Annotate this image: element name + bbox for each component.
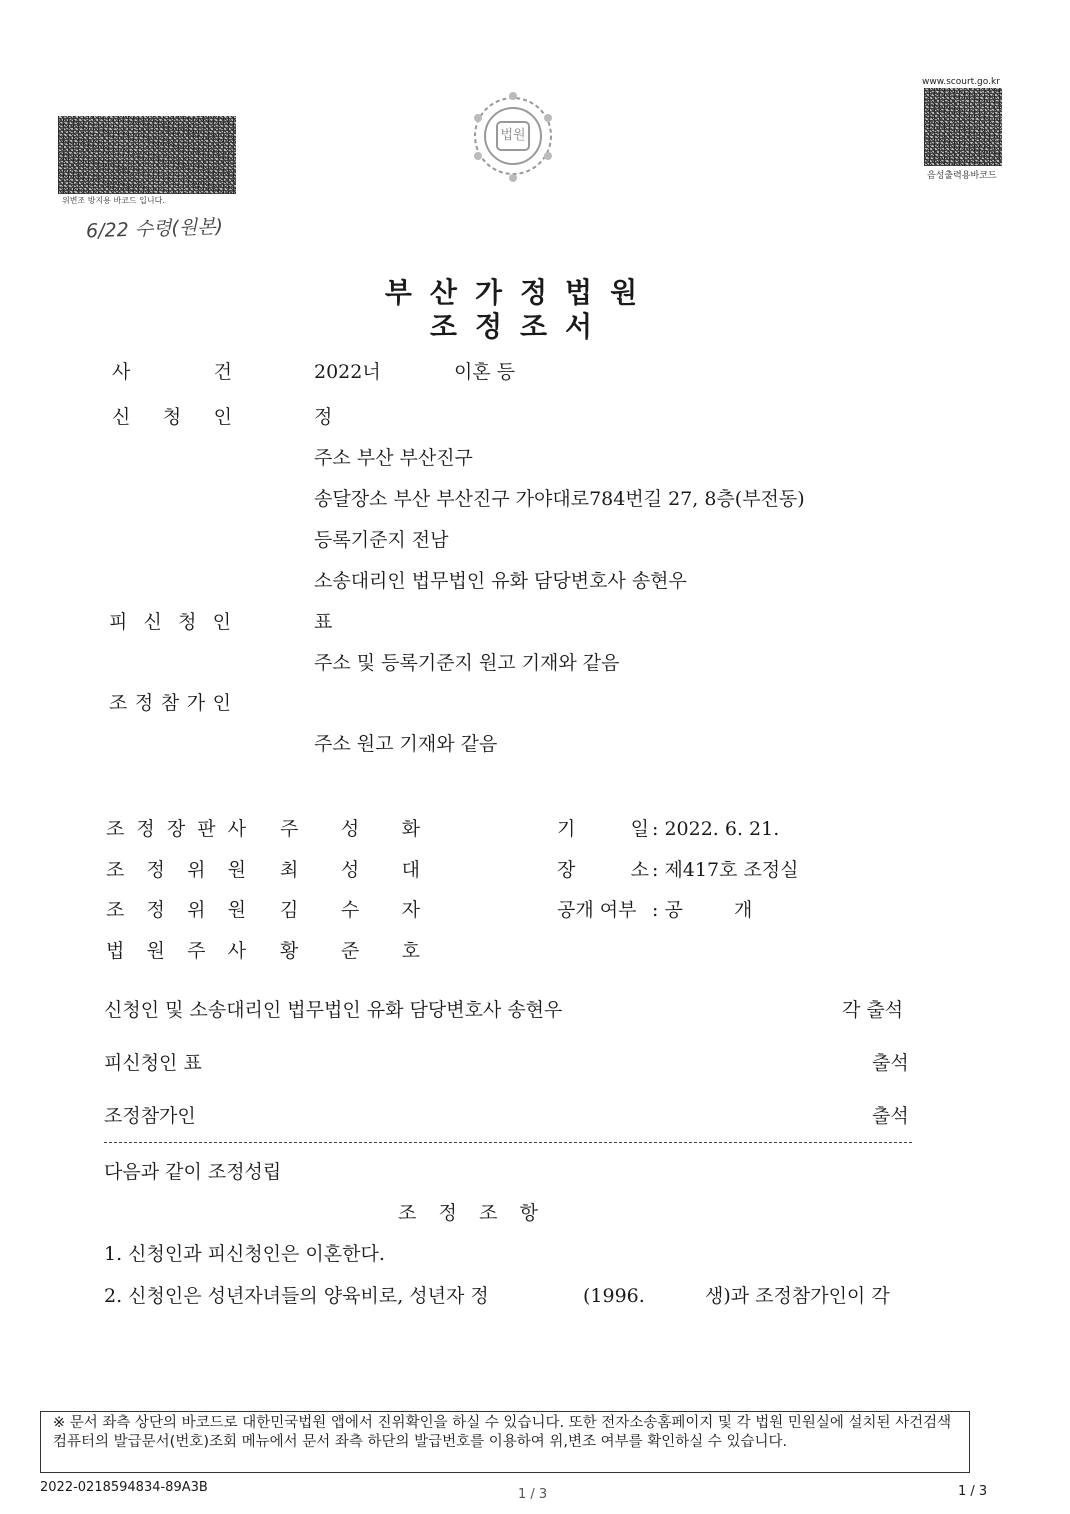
applicant-agent: 소송대리인 법무법인 유화 담당변호사 송현우 <box>314 570 687 592</box>
official-name: 최 성 대 <box>280 859 420 881</box>
clause-1: 1. 신청인과 피신청인은 이혼한다. <box>104 1243 385 1265</box>
voice-output-qr-code <box>924 88 1002 166</box>
official-name: 주 성 화 <box>280 818 420 840</box>
official-name: 김 수 자 <box>280 899 420 921</box>
issue-number: 2022-0218594834-89A3B <box>40 1480 208 1495</box>
official-role: 조 정 위 원 <box>106 859 246 881</box>
court-seal-icon <box>470 88 556 186</box>
place-value: : 제417호 조정실 <box>652 859 799 881</box>
applicant-delivery: 송달장소 부산 부산진구 가야대로784번길 27, 8층(부전동) <box>314 488 805 510</box>
applicant-name: 정 <box>314 406 333 428</box>
case-number: 2022너 <box>314 361 381 383</box>
applicant-label: 신 청 인 <box>112 406 232 428</box>
attendance-who: 피신청인 표 <box>104 1052 202 1074</box>
respondent-name: 표 <box>314 611 333 633</box>
attendance-status: 출석 <box>872 1105 909 1127</box>
public-value-2: 개 <box>734 899 753 921</box>
clause-2-part-c: 생)과 조정참가인이 각 <box>705 1285 890 1307</box>
applicant-address: 주소 부산 부산진구 <box>314 447 473 469</box>
official-role: 조 정 장 판 사 <box>106 818 246 840</box>
dashed-divider <box>104 1142 912 1143</box>
attendance-status: 각 출석 <box>842 999 904 1021</box>
mediation-established: 다음과 같이 조정성립 <box>104 1161 282 1183</box>
page-number-center: 1 / 3 <box>518 1487 548 1502</box>
verification-notice: ※ 문서 좌측 상단의 바코드로 대한민국법원 앱에서 진위확인을 하실 수 있습니다. 또한 전자소송홈페이지 및 각 법원 민원실에 설치된 사건검색 컴퓨터의 발급문서(번호)조회 메뉴에서 문서 좌측 하단의 발급번호를 이용하여 위,변조 여부를 확인하실 수 있습니다. <box>40 1411 970 1473</box>
attendance-who: 조정참가인 <box>104 1105 196 1127</box>
qr-caption: 음성출력용바코드 <box>927 171 997 181</box>
official-role: 조 정 위 원 <box>106 899 246 921</box>
attendance-who: 신청인 및 소송대리인 법무법인 유화 담당변호사 송현우 <box>104 999 563 1021</box>
clause-2-part-a: 2. 신청인은 성년자녀들의 양육비로, 성년자 정 <box>104 1285 489 1307</box>
court-name: 부산가정법원 <box>384 276 656 309</box>
clauses-heading: 조 정 조 항 <box>398 1202 538 1224</box>
handwritten-note: 6/22 수령(원본) <box>85 215 224 243</box>
date-label: 기 일 <box>557 818 649 840</box>
place-label: 장 소 <box>557 859 649 881</box>
intervenor-label: 조 정 참 가 인 <box>109 692 231 714</box>
anti-forgery-barcode <box>58 116 236 194</box>
case-name: 이혼 등 <box>454 361 516 383</box>
intervenor-address: 주소 원고 기재와 같음 <box>314 733 498 755</box>
clause-2-part-b: (1996. <box>583 1285 645 1307</box>
document-type: 조정조서 <box>429 310 611 343</box>
applicant-registry: 등록기준지 전남 <box>314 529 449 551</box>
public-label: 공개 여부 <box>557 899 637 921</box>
seal-text: 법원 <box>500 128 526 143</box>
public-value: : 공 <box>652 899 683 921</box>
date-value: : 2022. 6. 21. <box>652 818 780 840</box>
barcode-caption: 위변조 방지용 바코드 입니다. <box>62 196 165 205</box>
case-label: 사 건 <box>112 361 232 383</box>
respondent-address: 주소 및 등록기준지 원고 기재와 같음 <box>314 652 620 674</box>
attendance-status: 출석 <box>872 1052 909 1074</box>
respondent-label: 피 신 청 인 <box>109 611 231 633</box>
page-number-right: 1 / 3 <box>958 1484 988 1499</box>
official-name: 황 준 호 <box>280 940 420 962</box>
official-role: 법 원 주 사 <box>106 940 246 962</box>
site-url: www.scourt.go.kr <box>922 77 1000 87</box>
